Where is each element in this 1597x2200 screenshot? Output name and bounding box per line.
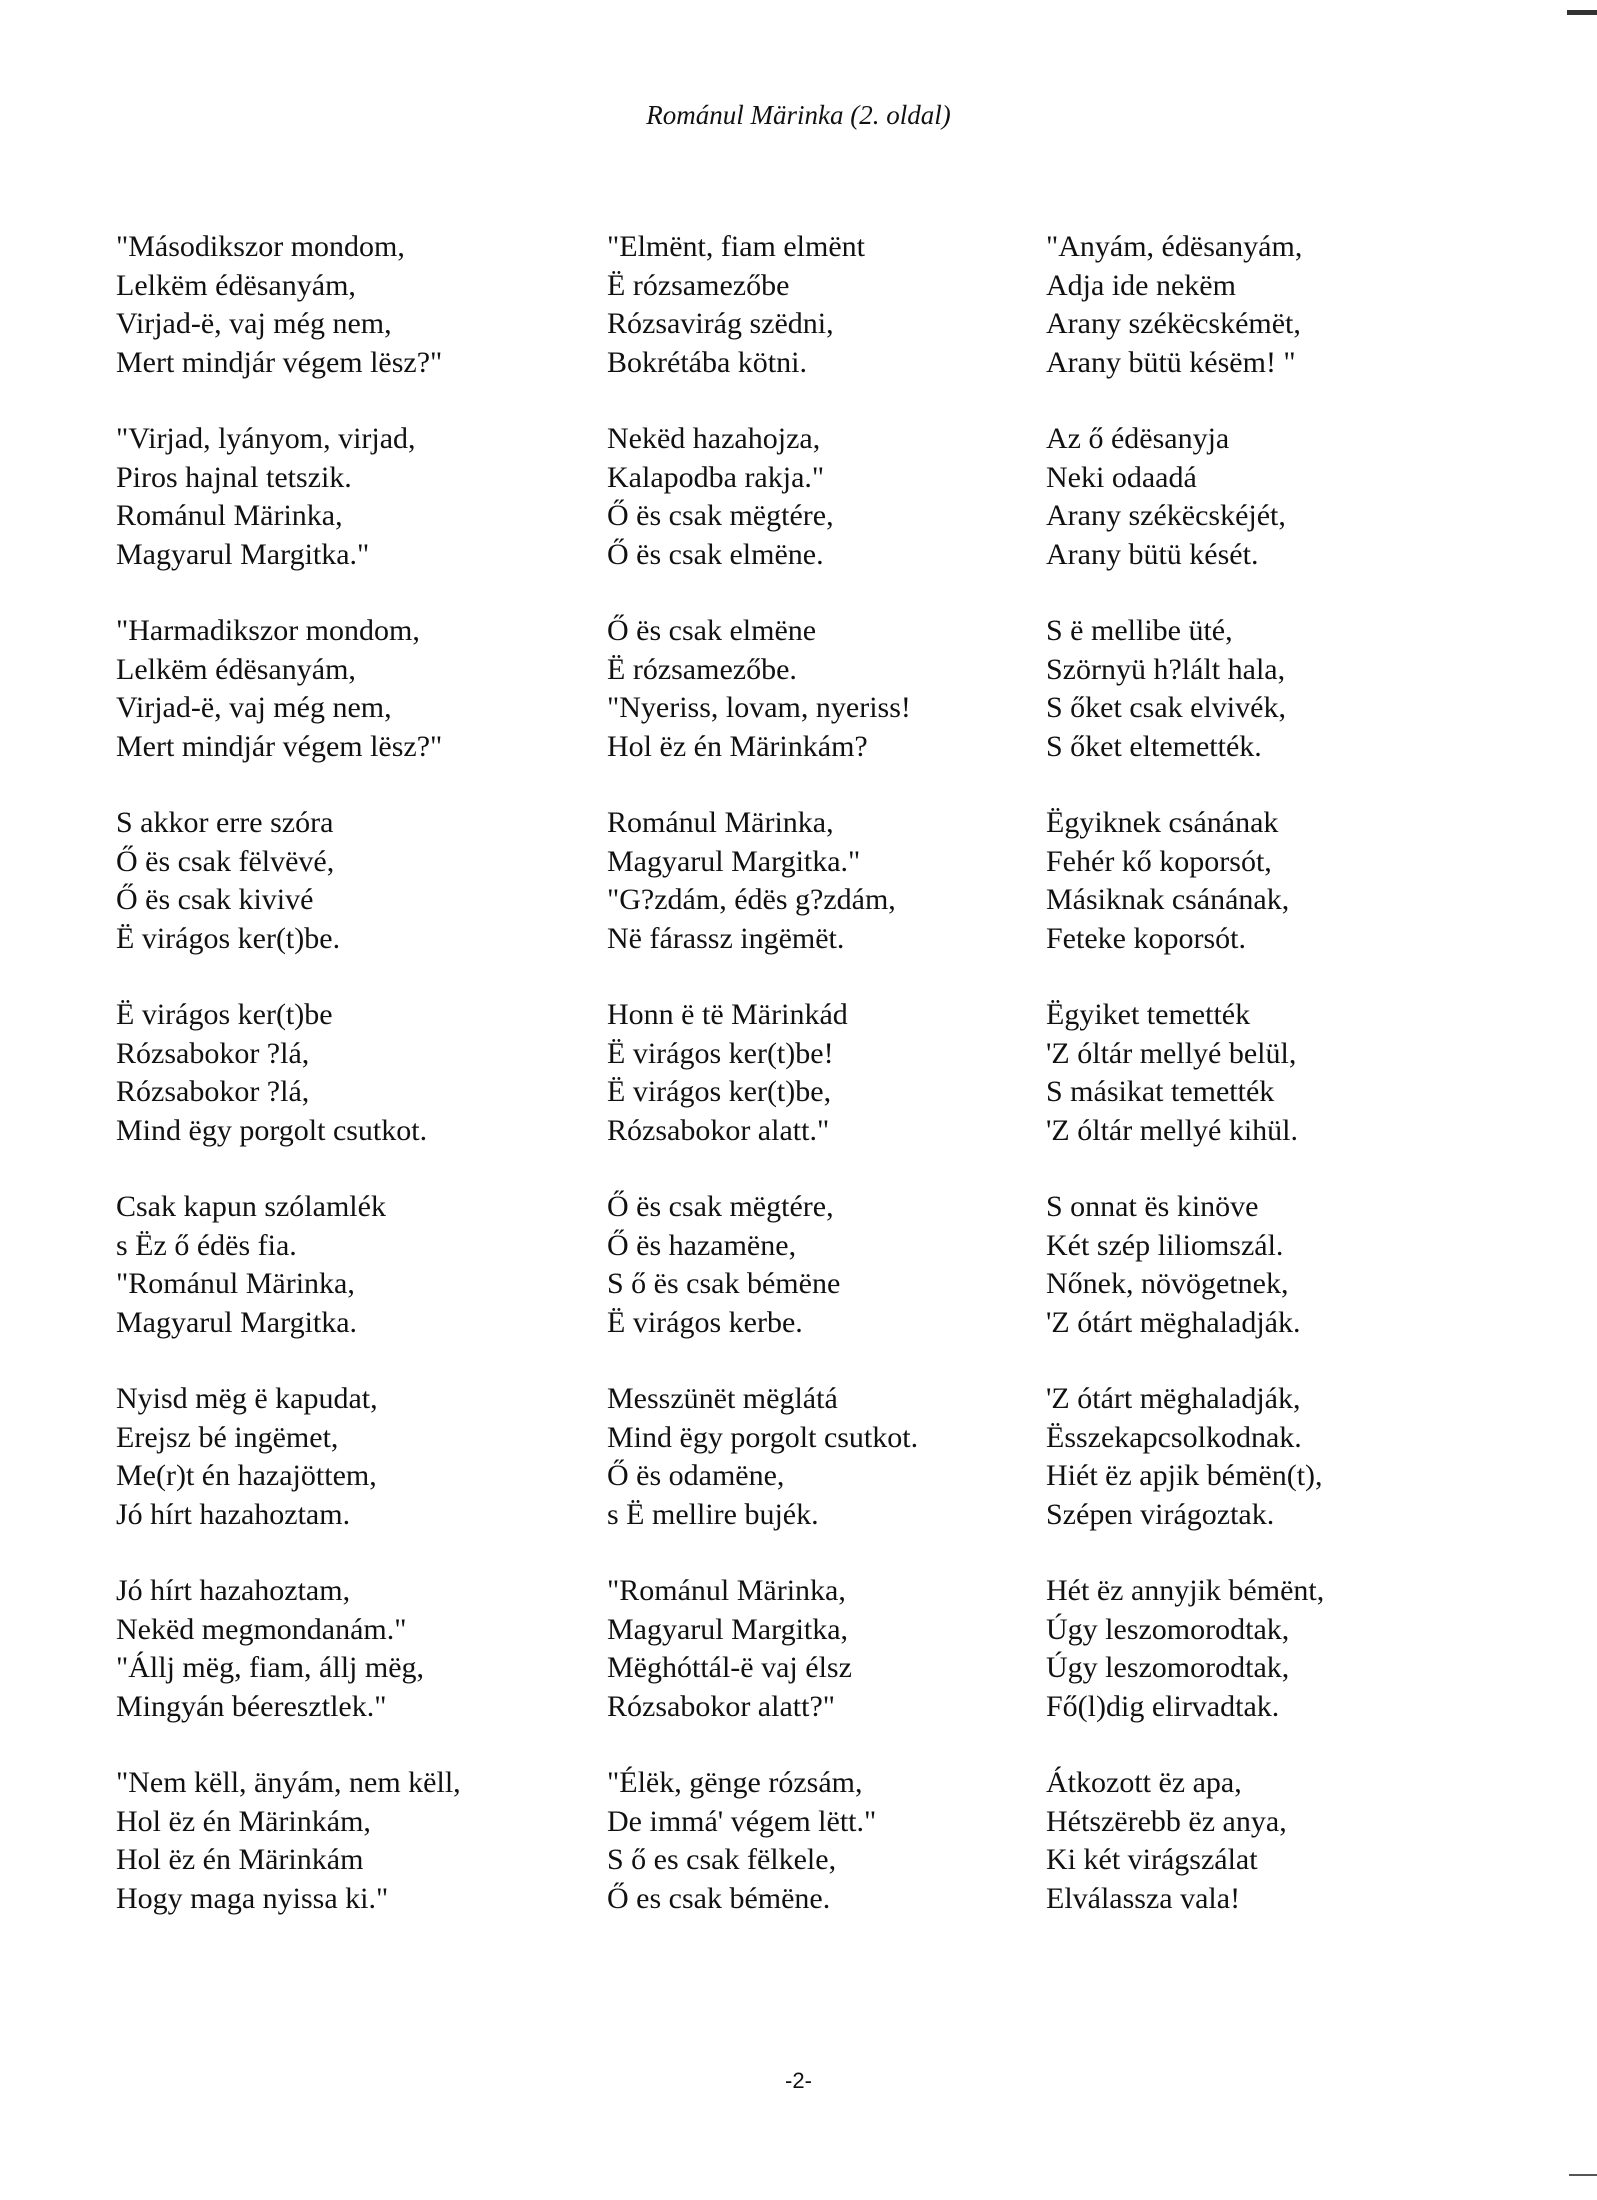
poem-line: Jó hírt hazahoztam. bbox=[116, 1497, 351, 1531]
poem-line: S ő es csak fëlkele, bbox=[607, 1843, 837, 1876]
poem-line: Elválassza vala! bbox=[1046, 1881, 1241, 1915]
poem-line: Arany székëcskéjét, bbox=[1046, 499, 1286, 532]
stanza bbox=[116, 996, 576, 1188]
poem-line: Úgy leszomorodtak, bbox=[1046, 1612, 1290, 1646]
poem-line: Erejsz bé ingëmet, bbox=[116, 1420, 339, 1454]
poem-line: Nekëd hazahojza, bbox=[607, 422, 821, 455]
poem-line: Ő ës csak elmëne. bbox=[607, 537, 824, 571]
poem-line: S akkor erre szóra bbox=[116, 806, 334, 839]
poem-line: Ëgyiknek csánának bbox=[1046, 806, 1279, 839]
poem-line: Úgy leszomorodtak, bbox=[1046, 1651, 1290, 1684]
poem-line: Mëghóttál-ë vaj élsz bbox=[607, 1651, 852, 1684]
poem-line: Arany bütü késëm! " bbox=[1046, 345, 1296, 379]
poem-line: Ő ës csak mëgtére, bbox=[607, 1190, 834, 1223]
poem-line: Hiét ëz apjik bémën(t), bbox=[1046, 1459, 1323, 1492]
poem-line: Ő ës csak kivivé bbox=[116, 883, 314, 916]
poem-line: Ő ës odamëne, bbox=[607, 1459, 785, 1492]
poem-line: Piros hajnal tetszik. bbox=[116, 460, 352, 494]
poem-line: Në fárassz ingëmët. bbox=[607, 921, 845, 955]
poem-line: Ő ës csak fëlvëvé, bbox=[116, 844, 335, 878]
poem-line: "Állj mëg, fiam, állj mëg, bbox=[116, 1651, 425, 1684]
stanza bbox=[1046, 1188, 1506, 1380]
poem-line: Magyarul Margitka." bbox=[607, 844, 861, 878]
stanza bbox=[116, 1380, 576, 1572]
poem-line: Honn ë të Märinkád bbox=[607, 998, 848, 1031]
poem-column-3 bbox=[1046, 228, 1506, 1956]
poem-line: Arany bütü kését. bbox=[1046, 537, 1259, 571]
poem-line: Arany székëcskémët, bbox=[1046, 307, 1301, 340]
poem-line: Hol ëz én Märinkám, bbox=[116, 1804, 371, 1838]
poem-line: S onnat ës kinöve bbox=[1046, 1190, 1259, 1223]
poem-line: Két szép liliomszál. bbox=[1046, 1228, 1284, 1262]
stanza bbox=[116, 1764, 576, 1956]
stanza bbox=[116, 420, 576, 612]
scan-mark-top bbox=[1567, 10, 1597, 15]
poem-line: S őket csak elvivék, bbox=[1046, 691, 1286, 724]
poem-line: Mert mindjár végem lësz?" bbox=[116, 345, 443, 379]
stanza bbox=[116, 1572, 576, 1764]
poem-line: Nyisd mëg ë kapudat, bbox=[116, 1382, 378, 1415]
poem-line: Ëgyiket temették bbox=[1046, 998, 1251, 1031]
poem-line: "Harmadikszor mondom, bbox=[116, 614, 420, 647]
stanza bbox=[1046, 1572, 1506, 1764]
poem-line: s Ë mellire bujék. bbox=[607, 1497, 819, 1531]
poem-line: Ő es csak bémëne. bbox=[607, 1881, 831, 1915]
stanza bbox=[607, 996, 1067, 1188]
poem-line: Lelkëm édësanyám, bbox=[116, 268, 356, 302]
stanza bbox=[607, 1380, 1067, 1572]
poem-line: "Élëk, gënge rózsám, bbox=[607, 1766, 863, 1799]
poem-line: Ë virágos ker(t)be bbox=[116, 998, 333, 1031]
poem-line: Csak kapun szólamlék bbox=[116, 1190, 386, 1223]
poem-line: Virjad-ë, vaj még nem, bbox=[116, 691, 392, 724]
poem-line: Jó hírt hazahoztam, bbox=[116, 1574, 351, 1607]
poem-line: Ë virágos ker(t)be. bbox=[116, 921, 341, 955]
stanza bbox=[1046, 228, 1506, 420]
poem-line: Virjad-ë, vaj még nem, bbox=[116, 307, 392, 340]
poem-line: Mind ëgy porgolt csutkot. bbox=[607, 1420, 919, 1454]
stanza bbox=[116, 228, 576, 420]
poem-line: Hét ëz annyjik bémënt, bbox=[1046, 1574, 1325, 1607]
stanza bbox=[607, 804, 1067, 996]
stanza bbox=[607, 1764, 1067, 1956]
poem-line: Másiknak csánának, bbox=[1046, 883, 1290, 916]
poem-line: Nekëd megmondanám." bbox=[116, 1612, 407, 1646]
stanza bbox=[1046, 804, 1506, 996]
poem-line: Szörnyü h?lált hala, bbox=[1046, 652, 1286, 686]
poem-line: Szépen virágoztak. bbox=[1046, 1497, 1275, 1531]
poem-line: Átkozott ëz apa, bbox=[1046, 1766, 1242, 1799]
poem-line: "Románul Märinka, bbox=[607, 1574, 846, 1607]
poem-line: Ő ës csak elmëne bbox=[607, 614, 817, 647]
poem-line: Ë virágos kerbe. bbox=[607, 1305, 803, 1339]
poem-line: Románul Märinka, bbox=[607, 806, 834, 839]
poem-line: De immá' végem lëtt." bbox=[607, 1804, 877, 1838]
poem-line: "G?zdám, édës g?zdám, bbox=[607, 883, 896, 916]
poem-line: Feteke koporsót. bbox=[1046, 921, 1246, 955]
poem-line: Az ő édësanyja bbox=[1046, 422, 1230, 455]
poem-line: Rózsavirág szëdni, bbox=[607, 307, 834, 340]
poem-line: Ë virágos ker(t)be, bbox=[607, 1075, 832, 1108]
poem-line: "Másodikszor mondom, bbox=[116, 230, 405, 263]
poem-line: Ő ës hazamëne, bbox=[607, 1228, 797, 1262]
poem-column-1 bbox=[116, 228, 576, 1956]
poem-line: Ki két virágszálat bbox=[1046, 1843, 1258, 1876]
poem-line: Rózsabokor ?lá, bbox=[116, 1075, 310, 1108]
poem-line: S másikat temették bbox=[1046, 1075, 1275, 1108]
poem-line: Adja ide nekëm bbox=[1046, 268, 1236, 302]
poem-line: "Elmënt, fiam elmënt bbox=[607, 230, 866, 263]
poem-line: Románul Märinka, bbox=[116, 499, 343, 532]
poem-line: Magyarul Margitka." bbox=[116, 537, 370, 571]
poem-line: Rózsabokor alatt?" bbox=[607, 1689, 836, 1723]
poem-line: Hol ëz én Märinkám? bbox=[607, 729, 868, 763]
poem-line: S ő ës csak bémëne bbox=[607, 1267, 841, 1300]
poem-line: Magyarul Margitka. bbox=[116, 1305, 358, 1339]
stanza bbox=[116, 804, 576, 996]
poem-line: Rózsabokor ?lá, bbox=[116, 1036, 310, 1070]
poem-line: Hétszërebb ëz anya, bbox=[1046, 1804, 1287, 1838]
stanza bbox=[607, 420, 1067, 612]
poem-line: 'Z óltár mellyé belül, bbox=[1046, 1036, 1297, 1070]
poem-line: Ő ës csak mëgtére, bbox=[607, 499, 834, 532]
poem-line: Ësszekapcsolkodnak. bbox=[1046, 1420, 1302, 1454]
poem-line: "Anyám, édësanyám, bbox=[1046, 230, 1303, 263]
poem-line: Kalapodba rakja." bbox=[607, 460, 825, 494]
poem-line: "Nem këll, änyám, nem këll, bbox=[116, 1766, 461, 1799]
poem-line: Messzünët mëglátá bbox=[607, 1382, 838, 1415]
poem-line: Fehér kő koporsót, bbox=[1046, 844, 1272, 878]
poem-line: S őket eltemették. bbox=[1046, 729, 1262, 763]
poem-line: Ë rózsamezőbe. bbox=[607, 652, 797, 686]
scan-mark-bottom bbox=[1569, 2174, 1597, 2176]
poem-line: Me(r)t én hazajöttem, bbox=[116, 1459, 377, 1492]
page-number: -2- bbox=[785, 2068, 812, 2093]
stanza bbox=[607, 1188, 1067, 1380]
poem-line: Ë rózsamezőbe bbox=[607, 268, 790, 302]
poem-column-2 bbox=[607, 228, 1067, 1956]
poem-line: Nőnek, növögetnek, bbox=[1046, 1267, 1289, 1300]
poem-line: 'Z ótárt mëghaladják, bbox=[1046, 1382, 1301, 1415]
stanza bbox=[607, 228, 1067, 420]
poem-line: Ë virágos ker(t)be! bbox=[607, 1036, 834, 1070]
poem-line: Rózsabokor alatt." bbox=[607, 1113, 830, 1147]
stanza bbox=[1046, 996, 1506, 1188]
poem-line: Bokrétába kötni. bbox=[607, 345, 807, 379]
poem-line: Hogy maga nyissa ki." bbox=[116, 1881, 389, 1915]
poem-line: "Virjad, lyányom, virjad, bbox=[116, 422, 416, 455]
stanza bbox=[116, 1188, 576, 1380]
poem-line: 'Z óltár mellyé kihül. bbox=[1046, 1113, 1299, 1147]
poem-line: "Románul Märinka, bbox=[116, 1267, 355, 1300]
poem-line: "Nyeriss, lovam, nyeriss! bbox=[607, 691, 911, 724]
stanza bbox=[1046, 612, 1506, 804]
stanza bbox=[116, 612, 576, 804]
poem-line: Magyarul Margitka, bbox=[607, 1612, 849, 1646]
poem-line: Lelkëm édësanyám, bbox=[116, 652, 356, 686]
poem-line: Mert mindjár végem lësz?" bbox=[116, 729, 443, 763]
poem-line: Fő(l)dig elirvadtak. bbox=[1046, 1689, 1280, 1723]
stanza bbox=[607, 1572, 1067, 1764]
poem-line: 'Z ótárt mëghaladják. bbox=[1046, 1305, 1301, 1339]
stanza bbox=[1046, 1380, 1506, 1572]
poem-line: Neki odaadá bbox=[1046, 460, 1197, 494]
stanza bbox=[1046, 1764, 1506, 1956]
stanza bbox=[607, 612, 1067, 804]
poem-line: Mind ëgy porgolt csutkot. bbox=[116, 1113, 428, 1147]
poem-line: Hol ëz én Märinkám bbox=[116, 1843, 364, 1876]
poem-line: S ë mellibe üté, bbox=[1046, 614, 1233, 647]
poem-line: Mingyán béeresztlek." bbox=[116, 1689, 387, 1723]
page-title: Románul Märinka (2. oldal) bbox=[646, 100, 951, 130]
stanza bbox=[1046, 420, 1506, 612]
poem-line: s Ëz ő édës fia. bbox=[116, 1228, 297, 1262]
